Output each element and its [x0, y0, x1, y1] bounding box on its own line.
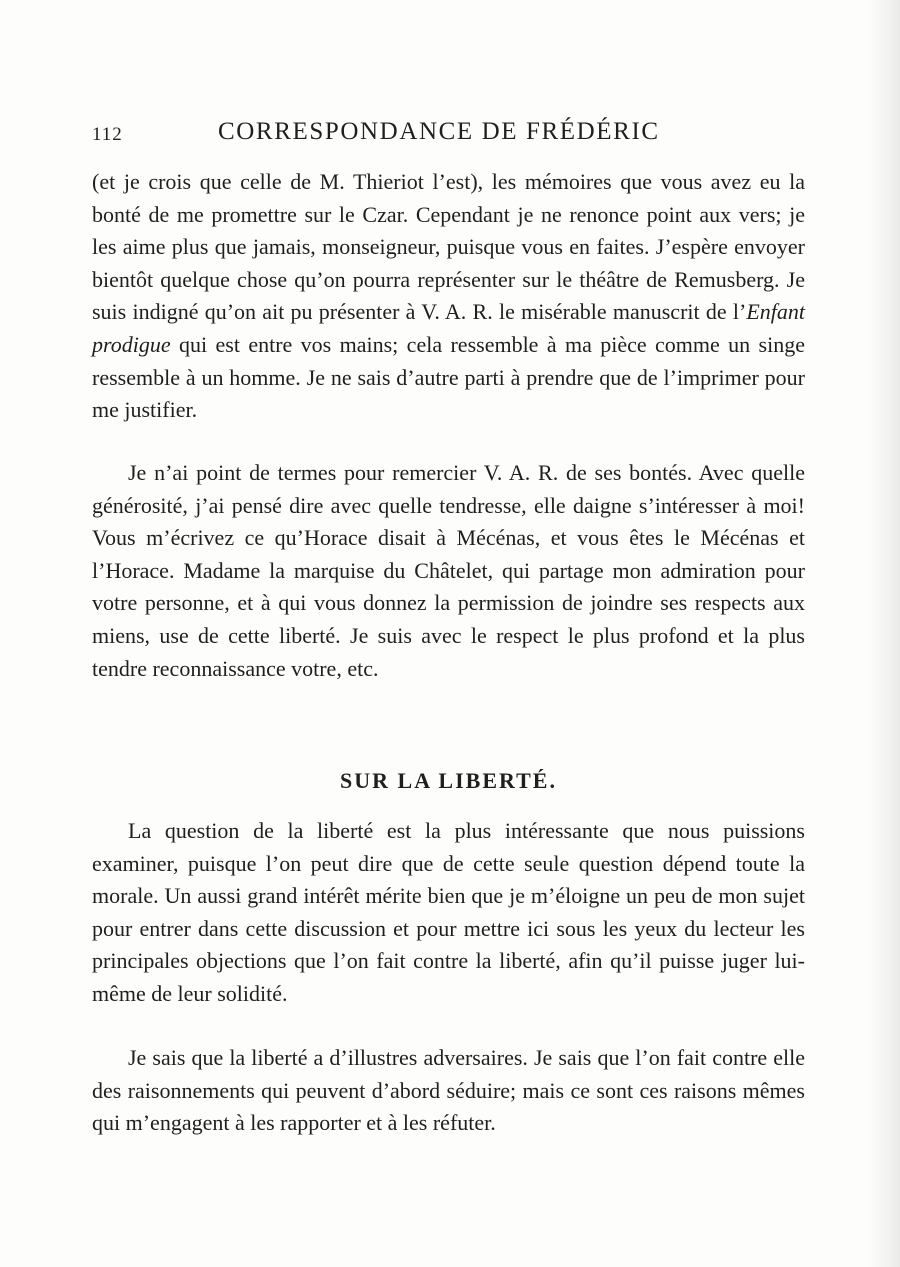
- paragraph-liberty-intro: [92, 815, 805, 1011]
- paragraph-3: La question de la liberté est la plus intéressante que nous puissions examiner, puisque l’on peut dire que de cette seule question dépend toute la morale. Un aussi grand intérêt mérite bien que je m’éloigne un peu de mon sujet pour entrer dans cette discussion et pour mettre ici sous les yeux du lecteur les principales objections que l’on fait contre la liberté, afin qu’il puisse juger lui-même de leur solidité.: [92, 818, 805, 1006]
- paragraph-continued-letter: [92, 166, 805, 427]
- page-number: 112: [92, 124, 123, 145]
- page-edge-shadow: [866, 0, 900, 1267]
- paragraph-liberty-adversaries: [92, 1042, 805, 1140]
- page-header: [92, 116, 808, 150]
- paragraph-closing: [92, 457, 805, 685]
- paragraph-1-text-b: qui est entre vos mains; cela ressemble à ma pièce comme un singe ressemble à un homme. Je ne sais d’autre parti à prendre que de l’imprimer pour me justifier.: [92, 331, 805, 423]
- paragraph-1: [92, 166, 805, 427]
- play-title-italic: Enfant prodigue: [92, 299, 805, 357]
- paragraph-2: Je n’ai point de termes pour remercier V. A. R. de ses bontés. Avec quelle générosité, j’ai pensé dire avec quelle tendresse, elle daigne s’intéresser à moi! Vous m’écrivez ce qu’Horace disait à Mécénas, et vous êtes le Mécénas et l’Horace. Madame la marquise du Châtelet, qui partage mon admiration pour votre personne, et à qui vous donnez la permission de joindre ses respects aux miens, use de cette liberté. Je suis avec le respect le plus profond et la plus tendre reconnaissance votre, etc.: [92, 460, 805, 681]
- paragraph-4: Je sais que la liberté a d’illustres adversaires. Je sais que l’on fait contre elle des raisonnements qui peuvent d’abord séduire; mais ce sont ces raisons mêmes qui m’engagent à les rapporter et à les réfuter.: [92, 1045, 805, 1136]
- running-head: CORRESPONDANCE DE FRÉDÉRIC: [218, 118, 660, 145]
- section-title: SUR LA LIBERTÉ.: [340, 768, 557, 793]
- paragraph-1-text-a: (et je crois que celle de M. Thieriot l’est), les mémoires que vous avez eu la bonté de me promettre sur le Czar. Cependant je ne renonce point aux vers; je les aime plus que jamais, monseigneur, puisque vous en faites. J’espère envoyer bientôt quelque chose qu’on pourra représenter sur le théâtre de Remusberg. Je suis indigné qu’on ait pu présenter à V. A. R. le misérable manuscrit de l’: [92, 169, 805, 325]
